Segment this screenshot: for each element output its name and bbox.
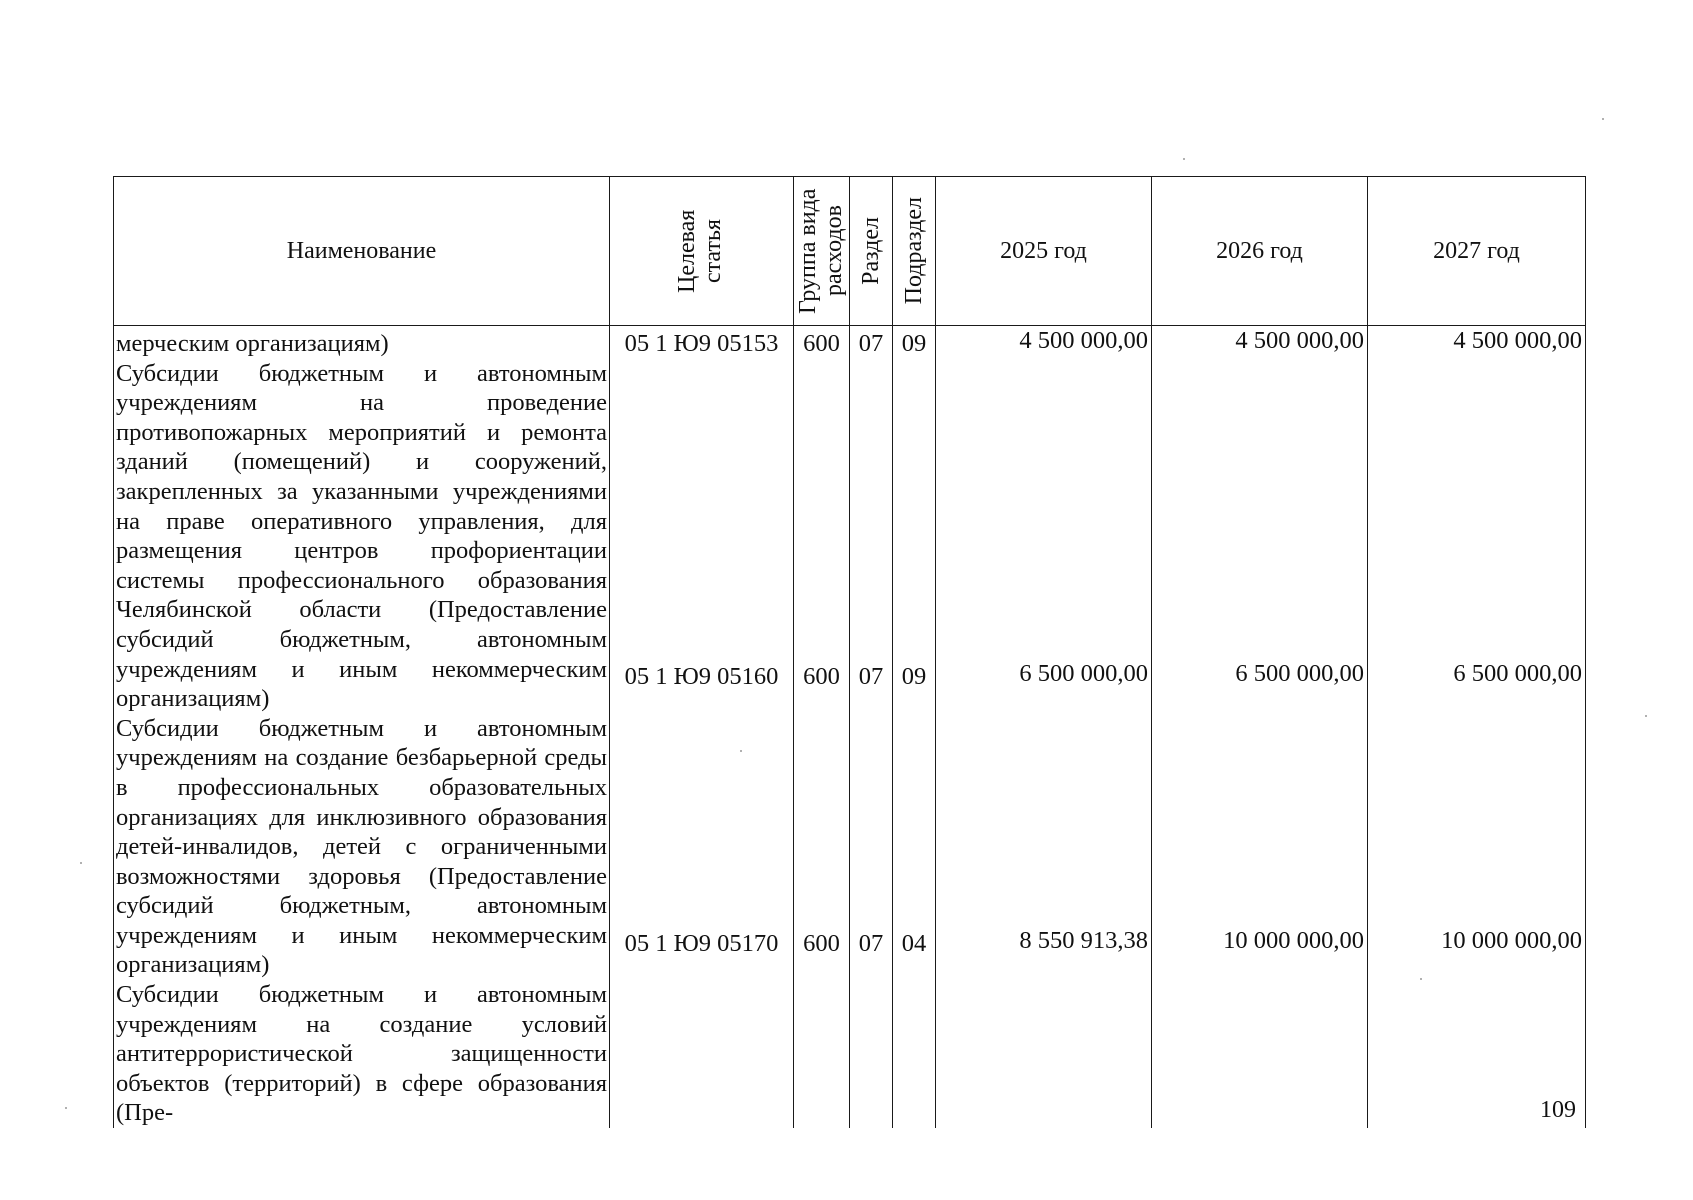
target-article-code: 05 1 Ю9 05170 [624, 930, 779, 957]
header-year-2027: 2027 год [1368, 177, 1586, 326]
header-expense-group: Группа вида расходов [794, 177, 850, 326]
scan-speck [1602, 118, 1604, 120]
name-item: Субсидии бюджетным и автономным учреждениям на создание условий антитеррористической защищенности объектов (территорий) в сфере образования (Пре- [116, 981, 607, 1127]
header-row [114, 177, 1586, 326]
amount-2025: 8 550 913,38 [1019, 927, 1148, 954]
section-value: 07 [858, 663, 884, 690]
subsection-value: 04 [901, 930, 927, 957]
target-article-cell [610, 326, 794, 1129]
name-fragment: мерческим организациям) [116, 330, 389, 357]
name-cell [114, 326, 610, 1129]
amount-2027-cell [1368, 326, 1586, 1129]
expense-group-cell [794, 326, 850, 1129]
page-number: 109 [1540, 1097, 1576, 1123]
expense-group-value: 600 [803, 330, 840, 357]
subsection-value: 09 [901, 663, 927, 690]
scan-speck [65, 1107, 67, 1109]
section-cell [850, 326, 893, 1129]
amount-2025: 4 500 000,00 [1019, 327, 1148, 354]
amount-2027: 4 500 000,00 [1453, 327, 1582, 354]
amount-2026: 6 500 000,00 [1235, 660, 1364, 687]
scan-speck [1420, 978, 1422, 980]
scan-speck [1645, 715, 1647, 717]
name-item: Субсидии бюджетным и автономным учреждениям на проведение противопожарных мероприятий и ремонта зданий (помещений) и сооружений, закрепленных за указанными учреждениями на праве оперативного управления, для размещения центров профориентации системы профессионального образования Челябинской области (Предоставление субсидий бюджетным, автономным учреждениям и иным некоммерческим организациям) [116, 359, 607, 713]
target-article-code: 05 1 Ю9 05153 [624, 330, 779, 357]
header-year-2026: 2026 год [1152, 177, 1368, 326]
amount-2025: 6 500 000,00 [1019, 660, 1148, 687]
section-value: 07 [858, 930, 884, 957]
target-article-code: 05 1 Ю9 05160 [624, 663, 779, 690]
subsection-value: 09 [901, 330, 927, 357]
expense-group-value: 600 [803, 663, 840, 690]
name-item: Субсидии бюджетным и автономным учреждениям на создание безбарьерной среды в профессиональных образовательных организациях для инклюзивного образования детей-инвалидов, детей с ограниченными возможностями здоровья (Предоставление субсидий бюджетным, автономным учреждениям и иным некоммерческим организациям) [116, 714, 607, 979]
amount-2026: 4 500 000,00 [1235, 327, 1364, 354]
header-subsection: Подраздел [893, 177, 936, 326]
scan-speck [80, 862, 82, 864]
scan-speck [1183, 158, 1185, 160]
amount-2026: 10 000 000,00 [1223, 927, 1364, 954]
section-value: 07 [858, 330, 884, 357]
budget-table [113, 176, 1586, 1128]
amount-2027: 10 000 000,00 [1441, 927, 1582, 954]
subsection-cell [893, 326, 936, 1129]
expense-group-value: 600 [803, 930, 840, 957]
header-section: Раздел [850, 177, 893, 326]
header-name: Наименование [114, 177, 610, 326]
amount-2027: 6 500 000,00 [1453, 660, 1582, 687]
header-year-2025: 2025 год [936, 177, 1152, 326]
header-target-article: Целевая статья [610, 177, 794, 326]
scan-speck [740, 750, 742, 752]
table-row [114, 326, 1586, 1129]
amount-2026-cell [1152, 326, 1368, 1129]
amount-2025-cell [936, 326, 1152, 1129]
